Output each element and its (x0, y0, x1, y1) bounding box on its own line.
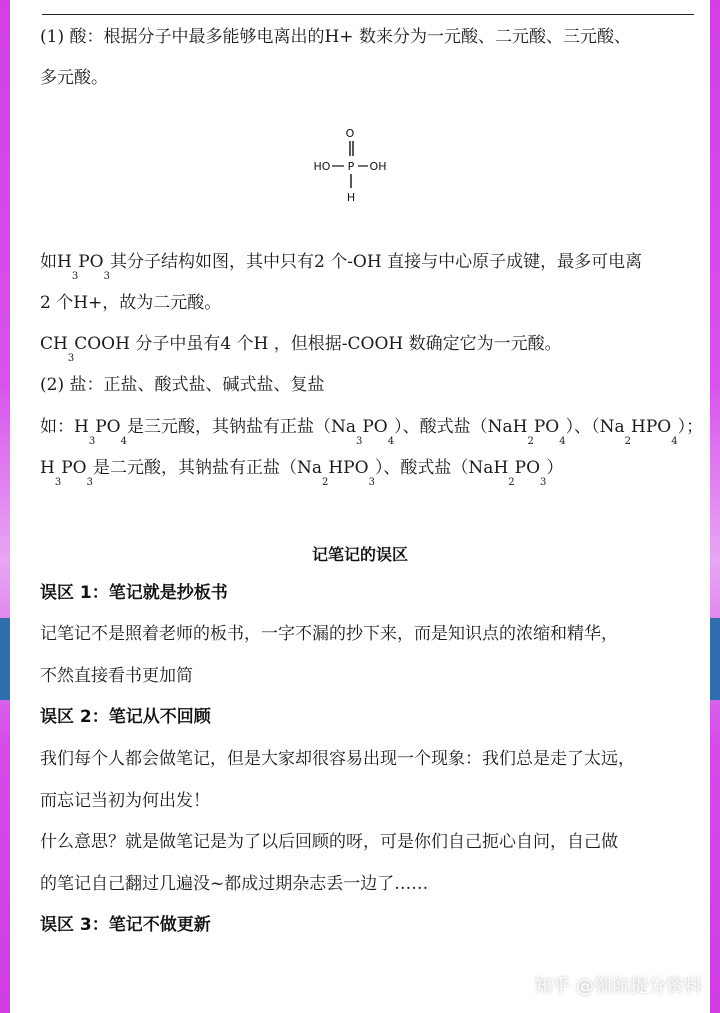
subscript: 2 (624, 436, 631, 447)
text-run: PO (78, 252, 104, 272)
text-run: PO (533, 417, 560, 437)
salts-heading-line: (2) 盐：正盐、酸式盐、碱式盐、复盐 (40, 375, 325, 395)
acid-definition-line2: 多元酸。 (40, 68, 108, 88)
text-run: PO (362, 417, 388, 437)
subscript: 4 (559, 436, 566, 447)
h3po3-explanation-line2: 2 个H+，故为二元酸。 (40, 293, 222, 313)
subscript: 4 (120, 436, 127, 447)
h3po3-structure-diagram (310, 124, 390, 214)
misconception-2-line4: 的笔记自己翻过几遍没~都成过期杂志丢一边了…… (40, 874, 429, 894)
document-page (10, 0, 710, 1013)
misconception-2-line2: 而忘记当初为何出发！ (40, 791, 210, 811)
text-run: 其分子结构如图，其中只有2 个-OH 直接与中心原子成键，最多可电离 (109, 252, 643, 272)
misconception-1-line1: 记笔记不是照着老师的板书，一字不漏的抄下来，而是知识点的浓缩和精华， (40, 624, 618, 644)
subscript: 3 (368, 477, 375, 488)
text-run: ）、酸式盐（NaH (374, 458, 509, 478)
subscript: 3 (103, 271, 110, 282)
text-run: ） (546, 458, 564, 478)
misconception-3-heading: 误区 3：笔记不做更新 (40, 915, 211, 935)
structure-ho-left: HO (313, 160, 331, 173)
text-run: 是二元酸，其钠盐有正盐（Na (92, 458, 322, 478)
subscript: 4 (387, 436, 395, 447)
subscript: 3 (355, 436, 363, 447)
subscript: 3 (540, 477, 547, 488)
text-run: H (40, 458, 55, 478)
misconception-1-heading: 误区 1：笔记就是抄板书 (40, 583, 228, 603)
subscript: 2 (508, 477, 515, 488)
subscript: 3 (67, 353, 75, 364)
text-run: 是三元酸，其钠盐有正盐（Na (126, 417, 356, 437)
salts-line2 (40, 417, 704, 447)
misconception-2-line3: 什么意思？就是做笔记是为了以后回顾的呀，可是你们自己扼心自问，自己做 (40, 832, 618, 852)
subscript: 3 (71, 271, 79, 282)
h3po3-explanation-line1 (40, 252, 643, 282)
structure-o-top: O (345, 127, 355, 140)
text-run: HPO (631, 417, 672, 437)
acid-definition-line1: (1) 酸：根据分子中最多能够电离出的H+ 数来分为一元酸、二元酸、三元酸、 (40, 27, 631, 47)
misconception-2-heading: 误区 2：笔记从不回顾 (40, 707, 211, 727)
text-run: ）； (677, 417, 704, 437)
subscript: 3 (54, 477, 62, 488)
subscript: 2 (321, 477, 329, 488)
zhihu-watermark: 知乎 @领航提分资料 (534, 976, 702, 997)
text-run: PO (61, 458, 87, 478)
text-run: COOH 分子中虽有4 个H ，但根据-COOH 数确定它为一元酸。 (74, 334, 562, 354)
text-run: 如：H (40, 417, 89, 437)
ch3cooh-line (40, 334, 562, 364)
subscript: 2 (527, 436, 534, 447)
text-run: ）、（Na (565, 417, 625, 437)
text-run: PO (95, 417, 121, 437)
subscript: 3 (86, 477, 93, 488)
salts-line3 (40, 458, 564, 488)
top-rule (42, 14, 694, 15)
text-run: CH (40, 334, 68, 354)
text-run: 如H (40, 252, 72, 272)
structure-p: P (347, 160, 355, 173)
subscript: 4 (671, 436, 678, 447)
text-run: ）、酸式盐（NaH (394, 417, 528, 437)
text-run: PO (514, 458, 541, 478)
subscript: 3 (88, 436, 96, 447)
text-run: HPO (328, 458, 369, 478)
structure-oh-right: OH (369, 160, 387, 173)
misconception-1-line2: 不然直接看书更加简 (40, 666, 193, 686)
structure-h-bottom: H (346, 191, 356, 204)
misconception-2-line1: 我们每个人都会做笔记，但是大家却很容易出现一个现象：我们总是走了太远， (40, 749, 635, 769)
notes-section-title: 记笔记的误区 (311, 545, 408, 564)
